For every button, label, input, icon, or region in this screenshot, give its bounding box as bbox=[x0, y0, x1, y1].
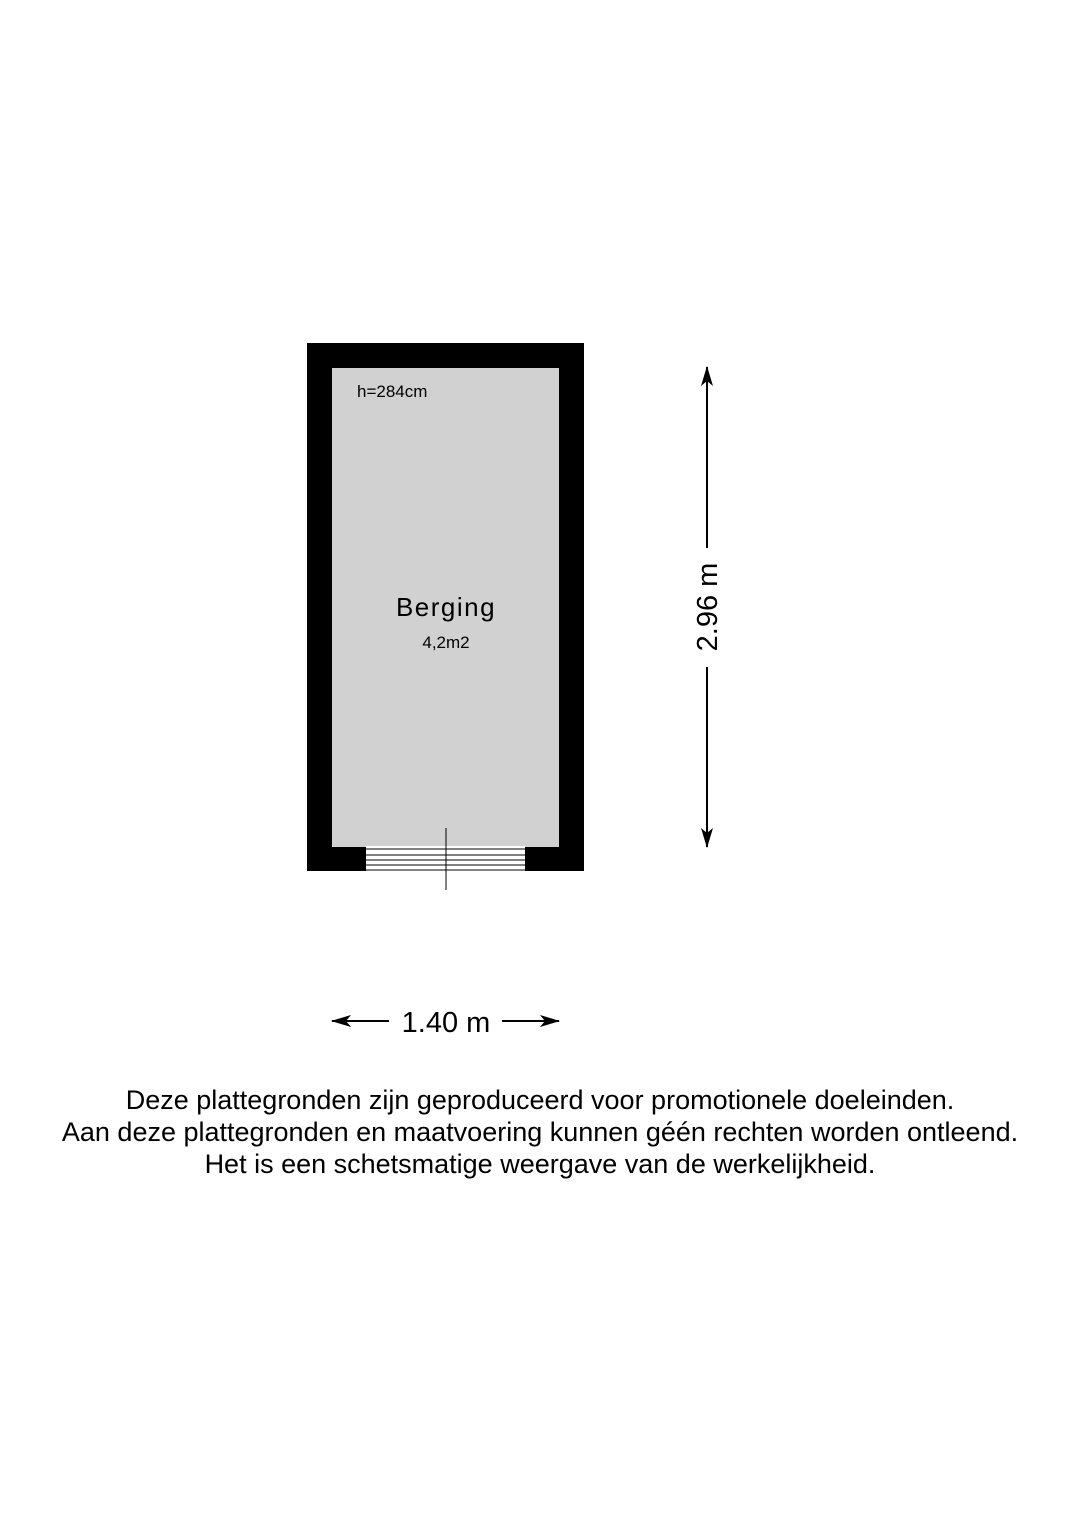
width-dimension-label: 1.40 m bbox=[401, 1007, 491, 1039]
depth-dimension-label: 2.96 m bbox=[692, 562, 724, 652]
room-name-label: Berging bbox=[395, 592, 497, 622]
depth-dimension bbox=[692, 367, 724, 847]
room-height-label: h=284cm bbox=[357, 382, 428, 401]
disclaimer-line: Aan deze plattegronden en maatvoering kunnen géén rechten worden ontleend. bbox=[61, 1117, 1019, 1147]
room-area-label: 4,2m2 bbox=[422, 633, 470, 652]
width-dimension bbox=[332, 1007, 559, 1039]
disclaimer-line: Deze plattegronden zijn geproduceerd voor promotionele doeleinden. bbox=[125, 1085, 955, 1115]
disclaimer bbox=[0, 1084, 1080, 1180]
disclaimer-line: Het is een schetsmatige weergave van de werkelijkheid. bbox=[204, 1149, 876, 1179]
